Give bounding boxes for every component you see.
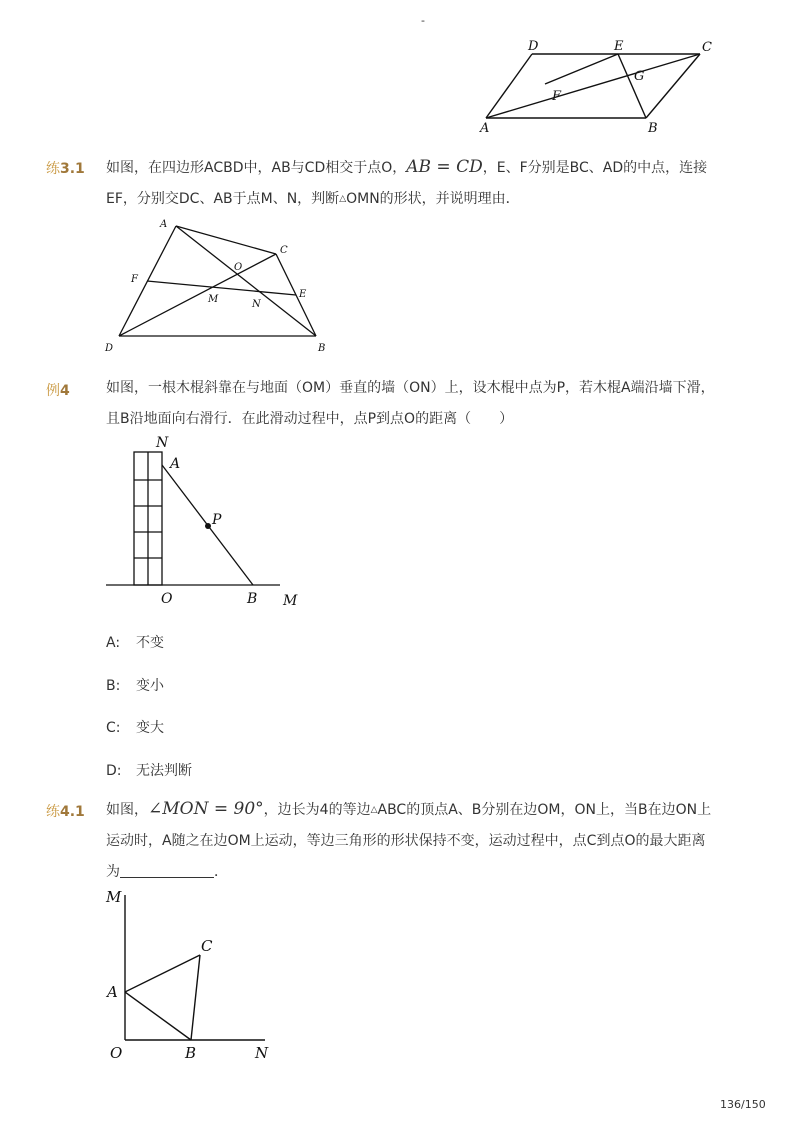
page-number: 136/150 — [720, 1098, 766, 1111]
tag-q3-1: 练3.1 — [46, 161, 85, 177]
question-3-1: 如图，在四边形ACBD中，AB与CD相交于点O，AB = CD，E、F分别是BC、AD的中点，连接EF，分别交DC、AB于点M、N，判断△OMN的形状，并说明理由． — [106, 157, 708, 207]
label-D: D — [528, 39, 539, 54]
label-O: O — [110, 1044, 123, 1062]
side-AB — [125, 992, 191, 1040]
label-P: P — [212, 512, 222, 528]
label-N: N — [255, 1044, 269, 1062]
line-EB — [618, 54, 646, 118]
label-N: N — [252, 299, 261, 310]
label-M: M — [208, 294, 219, 305]
answer-blank[interactable] — [120, 863, 214, 878]
label-M: M — [283, 593, 298, 609]
label-C: C — [201, 937, 213, 955]
parallelogram-figure — [470, 30, 730, 140]
label-A: A — [107, 983, 118, 1001]
option-c[interactable]: C: 变大 — [106, 720, 164, 736]
side-AC — [125, 955, 200, 992]
example-4: 如图，一根木棍斜靠在与地面（OM）垂直的墙（ON）上，设木棍中点为P，若木棍A端沿墙下滑，且B沿地面向右滑行．在此滑动过程中，点P到点O的距离（ ） — [106, 380, 715, 427]
label-E: E — [299, 289, 307, 300]
math-ab-cd: AB = CD — [406, 157, 483, 177]
line-AD — [486, 54, 532, 118]
top-mark: - — [421, 14, 425, 27]
right-angle-figure — [100, 885, 280, 1065]
label-C: C — [280, 245, 288, 256]
tag-example-4: 例4 — [46, 383, 70, 399]
label-G: G — [634, 69, 645, 84]
label-A: A — [160, 219, 168, 230]
label-B: B — [648, 121, 658, 136]
label-M: M — [106, 888, 122, 906]
option-b[interactable]: B: 变小 — [106, 678, 164, 694]
label-F: F — [131, 274, 138, 285]
label-C: C — [702, 40, 712, 55]
quadrilateral-figure — [100, 215, 340, 360]
label-N: N — [156, 435, 169, 451]
label-E: E — [614, 39, 624, 54]
label-B: B — [185, 1044, 197, 1062]
label-B: B — [247, 591, 258, 607]
option-a[interactable]: A: 不变 — [106, 635, 164, 651]
side-CB — [191, 955, 200, 1040]
label-A: A — [480, 121, 490, 136]
line-BC — [646, 54, 700, 118]
line-FE — [545, 54, 618, 84]
point-P — [205, 523, 211, 529]
label-O: O — [234, 262, 243, 273]
line-AB — [176, 226, 316, 336]
ladder-figure — [100, 430, 310, 610]
line-AC — [176, 226, 276, 254]
label-O: O — [161, 591, 173, 607]
line-DC — [119, 254, 276, 336]
question-4-1: 如图，∠MON = 90°，边长为4的等边△ABC的顶点A、B分别在边OM，ON上，当B在边ON上运动时，A随之在边OM上运动，等边三角形的形状保持不变，运动过程中，点C到点O的最大距离为 ． — [106, 799, 712, 880]
label-B: B — [318, 343, 326, 354]
label-D: D — [105, 343, 114, 354]
math-angle-mon: ∠MON = 90° — [148, 799, 264, 819]
label-A: A — [170, 456, 181, 472]
option-d[interactable]: D: 无法判断 — [106, 763, 192, 779]
label-F: F — [552, 89, 562, 104]
tag-q4-1: 练4.1 — [46, 804, 85, 820]
